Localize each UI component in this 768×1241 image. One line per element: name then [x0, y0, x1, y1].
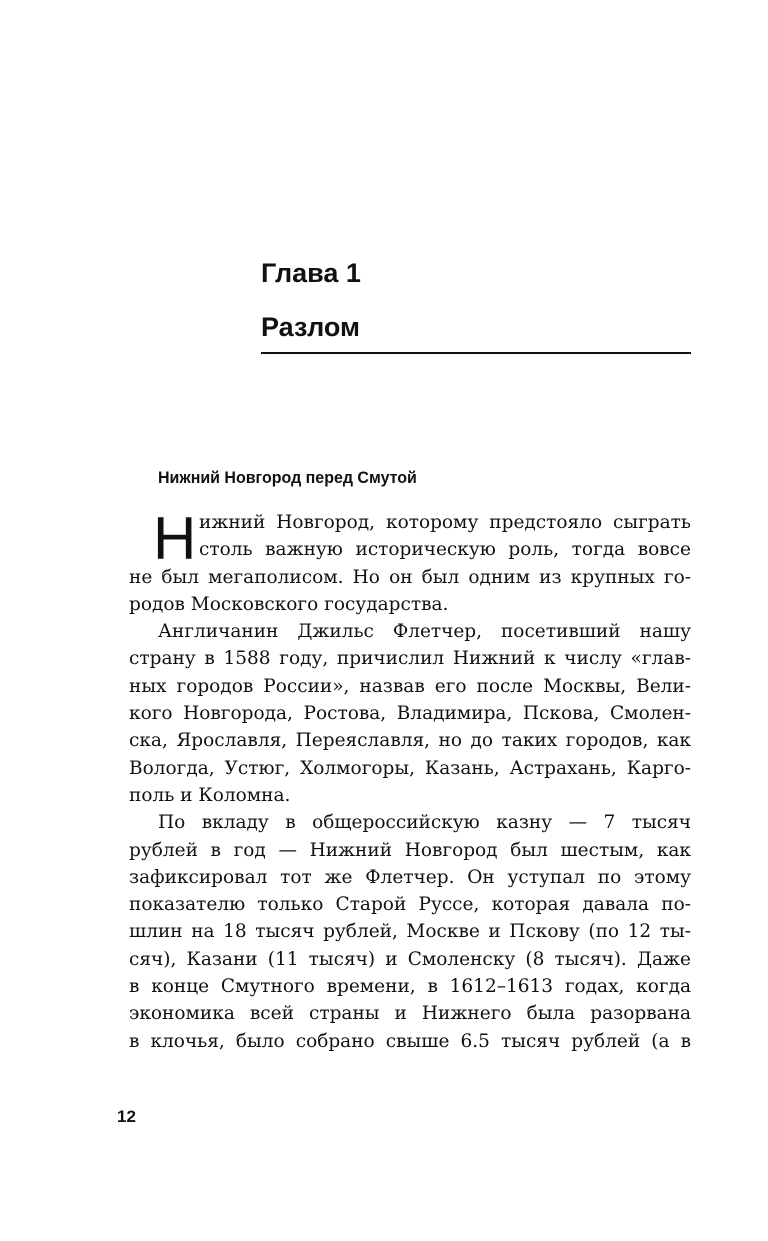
text-line: не был мегаполисом. Но он был одним из крупных го-	[129, 566, 691, 588]
body-text	[129, 505, 691, 1055]
chapter-label: Глава 1	[261, 258, 361, 288]
paragraph-2	[129, 618, 691, 809]
chapter-divider	[261, 352, 691, 354]
text-line: Англичанин Джильс Флетчер, посетивший нашу	[158, 621, 691, 643]
text-line: поль и Коломна.	[129, 784, 291, 806]
text-line: По вкладу в общероссийскую казну — 7 тысяч	[158, 812, 691, 834]
text-line: ска, Ярославля, Переяславля, но до таких городов, как	[129, 730, 691, 752]
text-line: столь важную историческую роль, тогда вовсе	[199, 539, 691, 561]
page-number: 12	[117, 1107, 136, 1126]
paragraph-1	[129, 505, 691, 618]
text-line: кого Новгорода, Ростова, Владимира, Пскова, Смолен-	[129, 703, 691, 725]
drop-cap: Н	[153, 505, 197, 572]
text-line: шлин на 18 тысяч рублей, Москве и Пскову (по 12 ты-	[129, 921, 691, 943]
text-line: родов Московского государства.	[129, 593, 449, 615]
chapter-title: Разлом	[261, 312, 360, 342]
text-line: рублей в год — Нижний Новгород был шестым, как	[129, 839, 691, 861]
text-line: в клочья, было собрано свыше 6.5 тысяч рублей (а в	[129, 1030, 691, 1052]
text-line: экономика всей страны и Нижнего была разорвана	[129, 1003, 691, 1025]
text-line: в конце Смутного времени, в 1612–1613 годах, когда	[129, 976, 691, 998]
text-line: ных городов России», назвав его после Москвы, Вели-	[129, 675, 691, 697]
text-line: сяч), Казани (11 тысяч) и Смоленску (8 тысяч). Даже	[129, 948, 691, 970]
text-line: страну в 1588 году, причислил Нижний к числу «глав-	[129, 648, 691, 670]
text-line: зафиксировал тот же Флетчер. Он уступал по этому	[129, 866, 691, 888]
text-line: ижний Новгород, которому предстояло сыграть	[199, 512, 691, 533]
paragraph-3	[129, 809, 691, 1055]
section-heading: Нижний Новгород перед Смутой	[158, 468, 417, 487]
text-line: показателю только Старой Руссе, которая давала по-	[129, 894, 691, 916]
text-line: Вологда, Устюг, Холмогоры, Казань, Астрахань, Карго-	[129, 757, 691, 779]
